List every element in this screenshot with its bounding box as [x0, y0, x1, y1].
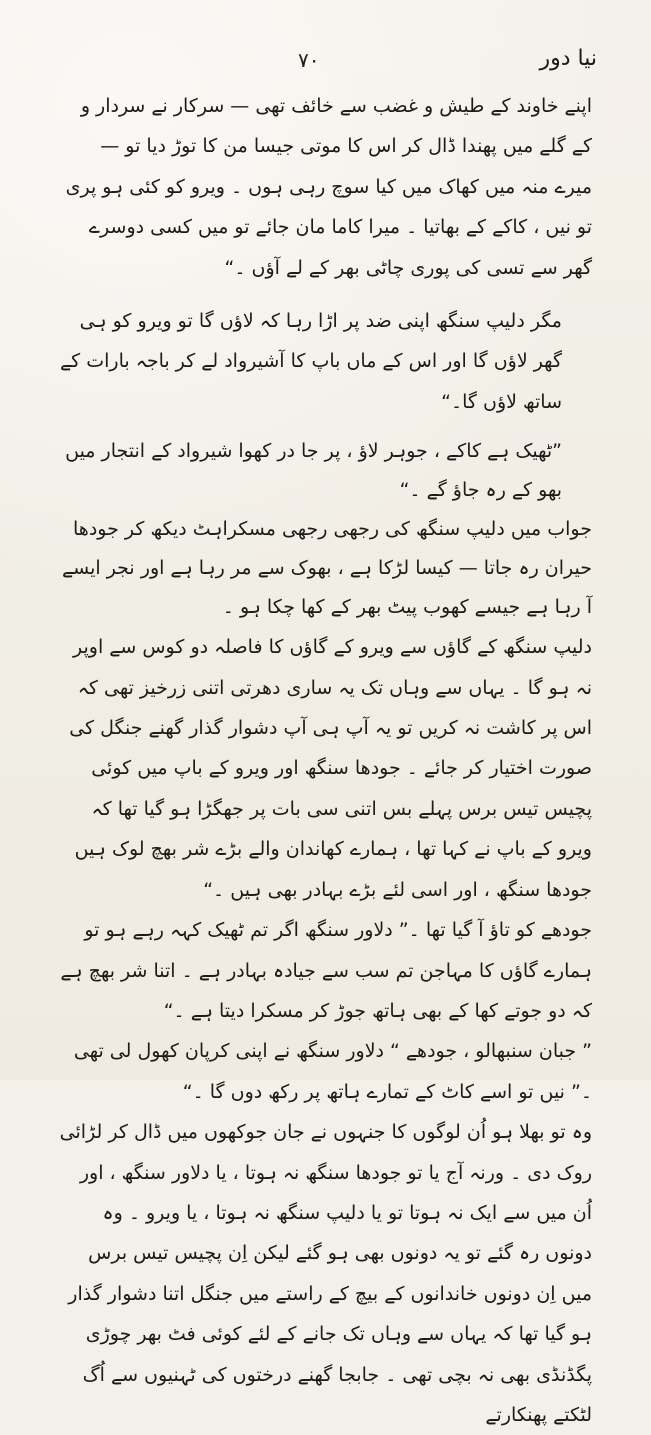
- paragraph-gap: [58, 288, 592, 301]
- paragraph-gap: [58, 422, 592, 432]
- paragraph-3: ”ٹھیک ہے کاکے ، جوہر لاؤ ، پر جا در کھوا شیرواد کے انتجار میں بھو کے رہ جاؤ گے ۔“: [65, 440, 562, 502]
- page-header: [298, 46, 597, 82]
- body-text: [58, 86, 592, 1435]
- paragraph-8: وہ تو بھلا ہو اُن لوگوں کا جنہوں نے جان جوکھوں میں ڈال کر لڑائی روک دی ۔ ورنہ آج یا تو جودھا سنگھ نہ ہوتا ، یا دلاور سنگھ ، اور اُن میں سے ایک نہ ہوتا تو یا دلیپ سنگھ نہ ہوتا ، یا ویرو ۔ وہ دونوں رہ گئے تو یہ دونوں بھی ہو گئے لیکن اِن پچیس تیس برس میں اِن دونوں خاندانوں کے بیچ کے راستے میں جنگل اتنا دشوار گذار ہو گیا تھا کہ یہاں سے وہاں تک جانے کے لئے کوئی فٹ بھر چوڑی پگڈنڈی بھی نہ بچی تھی ۔ جابجا گھنے درختوں کی ٹہنیوں سے اُگ لٹکتے پھنکارتے: [59, 1121, 592, 1426]
- paragraph-6: جودھے کو تاؤ آ گیا تھا ۔” دلاور سنگھ اگر تم ٹھیک کہہ رہے ہو تو ہمارے گاؤں کا مہاجن تم سب سے جیادہ بہادر ہے ۔ اتنا شر بھچ ہے کہ دو جوتے کھا کے بھی ہاتھ جوڑ کر مسکرا دیتا ہے ۔“: [60, 919, 592, 1022]
- paragraph-7: ” جبان سنبھالو ، جودھے “ دلاور سنگھ نے اپنی کرپان کھول لی تھی ۔” نیں تو اسے کاٹ کے تمارے ہاتھ پر رکھ دوں گا ۔“: [73, 1040, 592, 1103]
- paragraph-5: دلیپ سنگھ کے گاؤں سے ویرو کے گاؤں کا فاصلہ دو کوس سے اوپر نہ ہو گا ۔ یہاں سے وہاں تک یہ ساری دھرتی اتنی زرخیز تھی کہ اس پر کاشت نہ کریں تو یہ آپ ہی آپ دشوار گذار گھنے جنگل کی صورت اختیار کر جائے ۔ جودھا سنگھ اور ویرو کے باپ میں کوئی پچیس تیس برس پہلے بس اتنی سی بات پر جھگڑا ہو گیا تھا کہ ویرو کے باپ نے کہا تھا ، ہمارے کھاندان والے بڑے شر بھچ لوک ہیں جودھا سنگھ ، اور اسی لئے بڑے بہادر بھی ہیں ۔“: [69, 636, 592, 901]
- running-title: نیا دور: [539, 46, 597, 71]
- paragraph-4: جواب میں دلیپ سنگھ کی رجھی رجھی مسکراہٹ دیکھ کر جودھا حیران رہ جاتا — کیسا لڑکا ہے ، بھوک سے مر رہا ہے اور نجر ایسے آ رہا ہے جیسے کھوب پیٹ بھر کے کھا چکا ہو ۔: [62, 518, 592, 619]
- page-number: ۷۰: [298, 48, 320, 72]
- paragraph-1: اپنے خاوند کے طیش و غضب سے خائف تھی — سرکار نے سردار و کے گلے میں پھندا ڈال کر اس کا موتی جیسا من کا توڑ دیا تو — میرے منہ میں کھاک میں کیا سوچ رہی ہوں ۔ ویرو کو کئی ہو پری تو نیں ، کاکے کے بھاتیا ۔ میرا کاما مان جائے تو میں کسی دوسرے گھر سے تسی کی پوری چاٹی بھر کے لے آؤں ۔“: [65, 95, 592, 279]
- paragraph-2: مگر دلیپ سنگھ اپنی ضد پر اڑا رہا کہ لاؤں گا تو ویرو کو ہی گھر لاؤں گا اور اس کے ماں باپ کا آشیرواد لے کر باجہ بارات کے ساتھ لاؤں گا۔“: [60, 310, 562, 413]
